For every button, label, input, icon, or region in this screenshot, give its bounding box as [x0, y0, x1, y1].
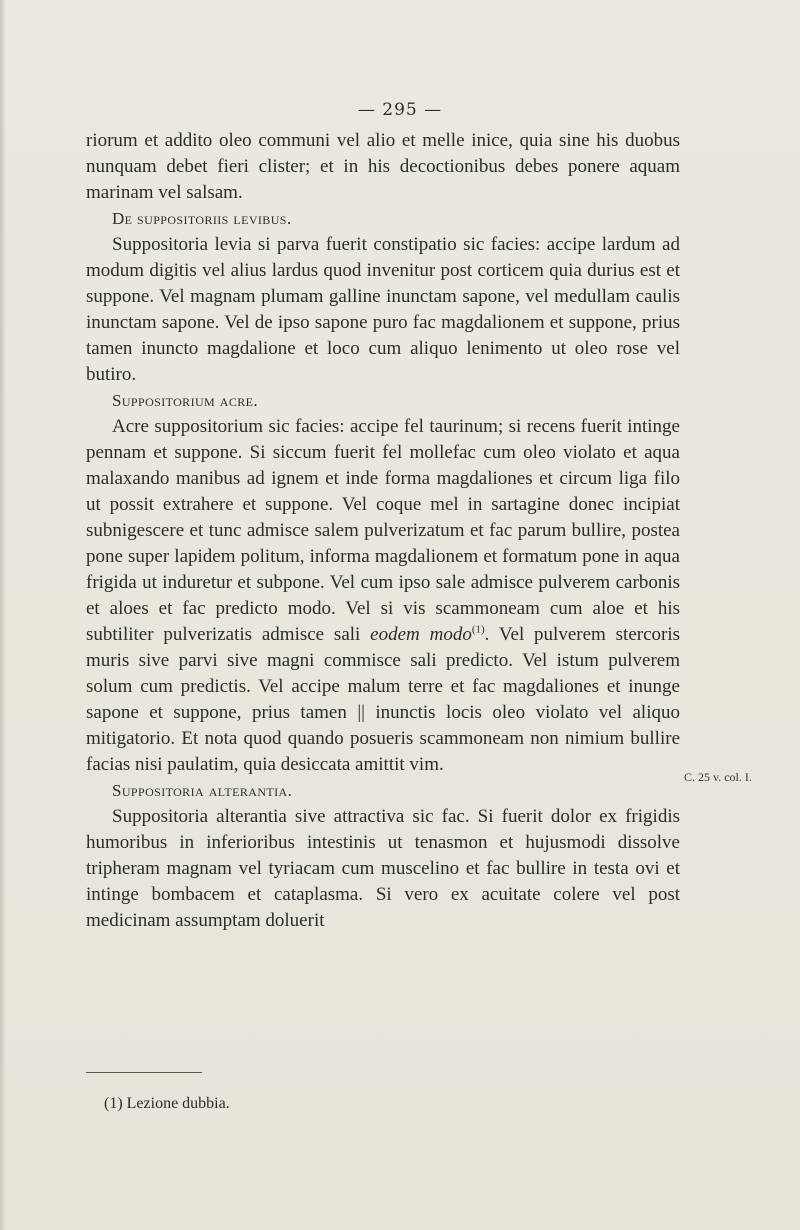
section-heading-acre: Suppositorium acre. — [112, 391, 259, 410]
paragraph-acre — [86, 414, 680, 778]
footnote-marker: (1) — [471, 623, 485, 636]
section-heading-levibus: De suppositoriis levibus. — [112, 209, 292, 228]
footnote: (1) Lezione dubbia. — [104, 1095, 230, 1112]
page-number: — 295 — — [357, 100, 443, 120]
page-left-edge — [0, 0, 6, 1230]
section-heading-alterantia: Suppositoria alterantia. — [112, 781, 293, 800]
body-text — [86, 128, 680, 934]
paragraph-levibus: Suppositoria levia si parva fuerit constipatio sic facies: accipe lardum ad modum digitis vel alius lardus quod invenitur post corticem quia durius est et suppone. Vel magnam plumam galline inunctam sapone, vel medullam caulis inunctam sapone. Vel de ipso sapone puro fac magdalionem et suppone, prius tamen inuncto magdalione et loco cum aliquo lenimento ut oleo rose vel butiro. — [86, 234, 680, 385]
paragraph-continuation: riorum et addito oleo communi vel alio et melle inice, quia sine his duobus nunquam debet fieri clister; et in his decoctionibus debes ponere aquam marinam vel salsam. — [86, 130, 680, 203]
margin-note: C. 25 v. col. I. — [684, 770, 752, 784]
footnote-rule — [86, 1072, 202, 1073]
paragraph-acre-part1: Acre suppositorium sic facies: accipe fel taurinum; si recens fuerit intinge pennam et suppone. Si siccum fuerit fel mollefac cum oleo violato et aqua malaxando manibus ad ignem et inde forma magdaliones et circum liga filo ut possit extrahere et suppone. Vel coque mel in sartagine donec incipiat subnigescere et tunc admisce salem pulverizatum et fac parum bullire, postea pone super lapidem politum, informa magdalionem et formatum pone in aqua frigida ut induretur et subpone. Vel cum ipso sale admisce pulverem carbonis et aloes et fac predicto modo. Vel si vis scammoneam cum aloe et his subtiliter pulverizatis admisce sali — [86, 416, 680, 645]
paragraph-acre-part2: . Vel pulverem stercoris muris sive parvi sive magni commisce sali predicto. Vel istum pulverem solum cum predictis. Vel accipe malum terre et fac magdaliones et inunge sapone et suppone, prius tamen || inunctis locis oleo violato vel aliquo mitigatorio. Et nota quod quando posueris scammoneam non nimium bullire facias nisi paulatim, quia desiccata amittit vim. — [86, 624, 681, 775]
italic-phrase: eodem modo — [370, 624, 472, 645]
paragraph-alterantia: Suppositoria alterantia sive attractiva sic fac. Si fuerit dolor ex frigidis humoribus in inferioribus intestinis ut tenasmon et hujusmodi dissolve tripheram magnam vel tyriacam cum muscelino et fac bullire in testa ovi et intinge bombacem et cataplasma. Si vero ex acuitate colere vel post medicinam assumptam doluerit — [86, 806, 680, 931]
